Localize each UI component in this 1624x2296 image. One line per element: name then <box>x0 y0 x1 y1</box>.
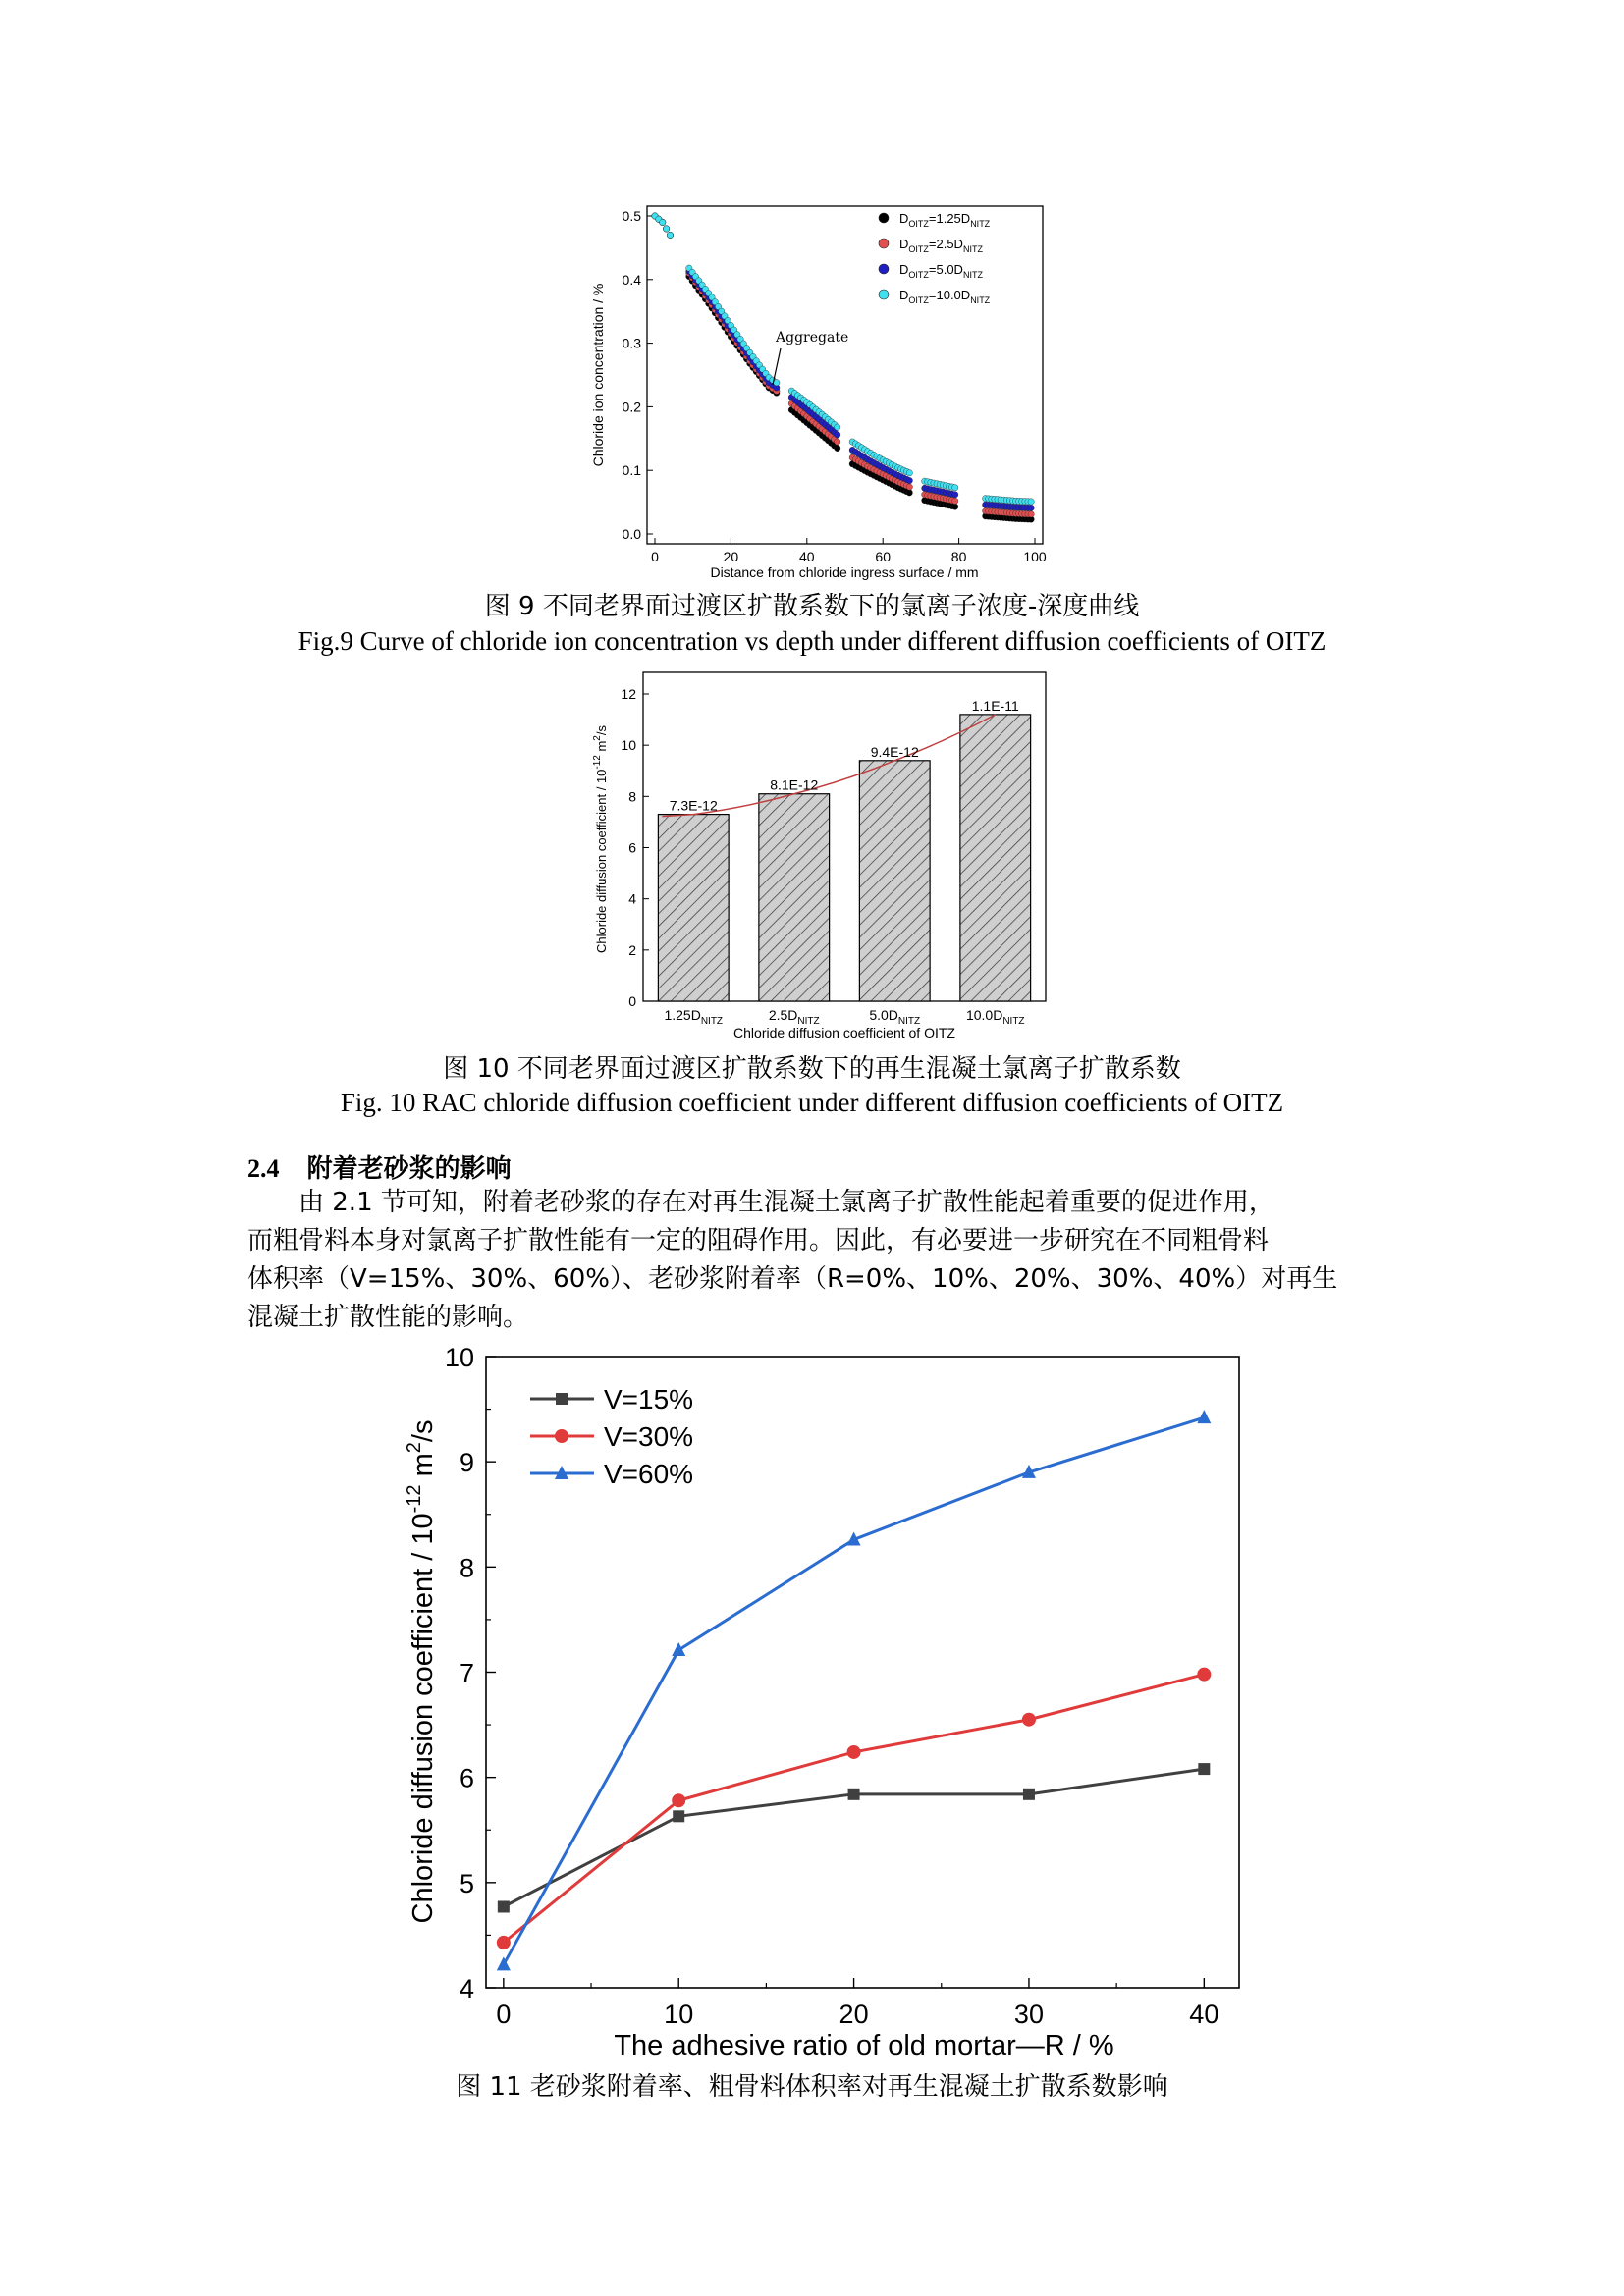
fig9-xtick-label: 20 <box>723 549 739 564</box>
fig9-point <box>906 484 912 490</box>
fig9-ytick-label: 0.0 <box>622 526 641 542</box>
fig10-ytick-label: 10 <box>621 737 636 754</box>
fig11-ytick-label: 5 <box>459 1868 474 1898</box>
fig9-ylabel: Chloride ion concentration / % <box>590 283 606 467</box>
body-paragraph <box>247 1184 1386 1337</box>
fig9-plot-frame <box>647 206 1043 544</box>
fig10-ytick-label: 8 <box>628 788 636 805</box>
section-number: 2.4 <box>247 1154 280 1183</box>
fig9-caption-en: Fig.9 Curve of chloride ion concentration vs depth under different diffusion coefficients of OITZ <box>298 626 1326 656</box>
fig10-category-label: $10.0D_{NITZ}$ <box>965 1007 1025 1027</box>
fig11-marker <box>1023 1789 1035 1800</box>
fig11-marker <box>555 1429 568 1443</box>
fig11-marker <box>1197 1410 1211 1423</box>
fig9-xtick-label: 60 <box>875 549 891 564</box>
fig11-xtick-label: 40 <box>1189 2000 1219 2029</box>
fig9-xlabel: Distance from chloride ingress surface / mm <box>710 564 979 580</box>
paragraph-line: 体积率（V=15%、30%、60%）、老砂浆附着率（R=0%、10%、20%、30%、40%）对再生 <box>247 1264 1338 1294</box>
fig10-ytick-label: 4 <box>628 890 636 907</box>
fig10-ytick-label: 0 <box>628 993 636 1009</box>
fig9-point <box>952 492 958 498</box>
fig9-legend-marker <box>879 239 889 248</box>
fig10-value-label: 7.3E-12 <box>669 797 718 814</box>
fig11-legend-label: V=30% <box>604 1421 694 1452</box>
fig10-caption-en: Fig. 10 RAC chloride diffusion coefficient under different diffusion coefficients of OITZ <box>340 1088 1284 1117</box>
fig11-marker <box>498 1900 510 1912</box>
fig9-point <box>835 445 840 451</box>
fig11-marker <box>673 1810 684 1822</box>
fig11-legend-label: V=15% <box>604 1384 694 1415</box>
fig9-xtick-label: 40 <box>799 549 815 564</box>
fig10-ytick-label: 2 <box>628 941 636 958</box>
fig11-caption-cn: 图 11 老砂浆附着率、粗骨料体积率对再生混凝土扩散系数影响 <box>456 2072 1168 2102</box>
fig11-marker <box>1197 1668 1211 1682</box>
fig10-value-label: 9.4E-12 <box>870 743 919 760</box>
fig10-ytick-label: 6 <box>628 839 636 856</box>
fig9-annotation: Aggregate <box>776 330 849 346</box>
fig9-point <box>835 439 840 445</box>
fig11-xtick-label: 0 <box>496 2000 512 2029</box>
fig11-ylabel: Chloride diffusion coefficient / $10^{-12}$ $m^2/s$ <box>404 1419 439 1924</box>
fig11-ytick-label: 8 <box>459 1553 474 1583</box>
fig11-ytick-label: 4 <box>459 1974 474 2003</box>
fig9-point <box>906 470 912 476</box>
fig9-point <box>660 219 666 225</box>
fig9-legend-marker <box>879 264 889 274</box>
section-title: 附着老砂浆的影响 <box>306 1154 512 1184</box>
fig11-marker <box>1022 1713 1036 1727</box>
fig9-point <box>906 477 912 483</box>
fig9-xtick-label: 80 <box>950 549 967 564</box>
fig10-value-label: 8.1E-12 <box>770 776 819 793</box>
fig9-point <box>906 490 912 496</box>
fig11-marker <box>556 1393 568 1405</box>
fig11-chart <box>393 1335 1257 2061</box>
fig10-bar <box>960 715 1031 1001</box>
section-heading <box>247 1148 512 1185</box>
fig11-marker <box>672 1793 685 1807</box>
fig10-bar <box>859 761 930 1001</box>
fig9-ytick-label: 0.1 <box>622 462 641 479</box>
fig10-category-label: $5.0D_{NITZ}$ <box>869 1007 921 1027</box>
fig10-bar <box>759 794 830 1001</box>
fig9-point <box>952 498 958 504</box>
fig11-marker <box>672 1642 685 1656</box>
fig9-xtick-label: 0 <box>651 549 659 564</box>
fig11-plot-frame <box>486 1357 1239 1988</box>
fig9-point <box>667 232 673 238</box>
fig9-legend-label: $D_{OITZ}=10.0D_{NITZ}$ <box>899 288 991 305</box>
fig10-xlabel: Chloride diffusion coefficient of OITZ <box>733 1025 955 1041</box>
fig11-ytick-label: 6 <box>459 1763 474 1793</box>
fig11-ytick-label: 9 <box>459 1448 474 1478</box>
fig9-point <box>952 504 958 509</box>
fig11-marker <box>847 1745 861 1759</box>
fig9-legend-label: $D_{OITZ}=2.5D_{NITZ}$ <box>899 237 983 254</box>
fig9-xtick-label: 100 <box>1023 549 1047 564</box>
fig9-point <box>1028 499 1034 505</box>
fig10-ylabel: Chloride diffusion coefficient / $10^{-12}$ $m^2/s$ <box>592 724 609 954</box>
fig11-ytick-label: 7 <box>459 1658 474 1688</box>
fig9-caption-cn: 图 9 不同老界面过渡区扩散系数下的氯离子浓度-深度曲线 <box>484 592 1140 621</box>
fig11-xtick-label: 10 <box>664 2000 694 2029</box>
paragraph-line: 而粗骨料本身对氯离子扩散性能有一定的阻碍作用。因此，有必要进一步研究在不同粗骨料 <box>247 1226 1270 1255</box>
fig9-point <box>835 432 840 438</box>
fig10-category-label: $2.5D_{NITZ}$ <box>768 1007 820 1027</box>
fig10-bar <box>658 815 729 1001</box>
fig9-ytick-label: 0.5 <box>622 208 641 224</box>
fig9-point <box>1028 505 1034 510</box>
fig9-point <box>952 484 958 490</box>
fig10-chart <box>584 663 1065 1050</box>
fig9-point <box>774 380 780 386</box>
fig11-series-line <box>504 1417 1204 1964</box>
fig9-legend-label: $D_{OITZ}=5.0D_{NITZ}$ <box>899 262 983 280</box>
fig11-series-line <box>504 1675 1204 1943</box>
fig11-marker <box>1198 1763 1210 1775</box>
fig11-xtick-label: 30 <box>1013 2000 1044 2029</box>
fig9-chart <box>569 196 1060 589</box>
fig11-legend-label: V=60% <box>604 1459 694 1489</box>
fig9-ytick-label: 0.2 <box>622 399 641 415</box>
fig10-value-label: 1.1E-11 <box>971 697 1019 714</box>
fig10-ytick-label: 12 <box>621 686 636 702</box>
fig9-legend-label: $D_{OITZ}=1.25D_{NITZ}$ <box>899 211 991 229</box>
fig10-caption-cn: 图 10 不同老界面过渡区扩散系数下的再生混凝土氯离子扩散系数 <box>443 1054 1181 1084</box>
paragraph-line: 混凝土扩散性能的影响。 <box>247 1303 529 1332</box>
fig9-point <box>1028 511 1034 517</box>
fig10-category-label: $1.25D_{NITZ}$ <box>664 1007 724 1027</box>
fig11-marker <box>848 1789 860 1800</box>
fig11-xtick-label: 20 <box>839 2000 869 2029</box>
fig9-legend-marker <box>879 290 889 299</box>
fig11-xlabel: The adhesive ratio of old mortar—R / % <box>614 2030 1114 2061</box>
fig11-ytick-label: 10 <box>444 1343 474 1372</box>
paragraph-line: 由 2.1 节可知，附着老砂浆的存在对再生混凝土氯离子扩散性能起着重要的促进作用， <box>298 1188 1274 1217</box>
fig9-point <box>835 424 840 430</box>
fig9-legend-marker <box>879 213 889 223</box>
fig9-point <box>663 226 669 232</box>
fig9-ytick-label: 0.4 <box>622 271 641 288</box>
fig9-ytick-label: 0.3 <box>622 335 641 351</box>
fig11-marker <box>497 1936 511 1949</box>
